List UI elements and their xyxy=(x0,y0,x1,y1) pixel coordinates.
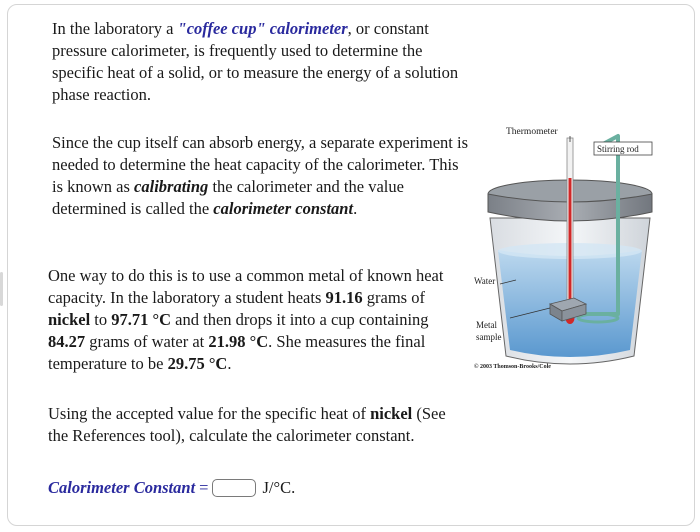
water-mass-value: 84.27 xyxy=(48,332,86,351)
text-segment: grams of xyxy=(362,288,425,307)
text-segment: Since the cup itself can absorb energy, a separate experiment is needed to determine the heat capacity of the calorimeter. This is known as xyxy=(52,133,469,196)
equals-sign: = xyxy=(199,478,209,497)
water-temperature-value: 21.98 °C xyxy=(208,332,269,351)
metal-temperature-value: 97.71 °C xyxy=(111,310,172,329)
text-segment: . xyxy=(227,354,232,373)
answer-unit: J/°C. xyxy=(262,478,296,497)
metal-mass-value: 91.16 xyxy=(325,288,363,307)
answer-label: Calorimeter Constant xyxy=(48,478,196,497)
calorimeter-illustration xyxy=(470,118,692,380)
experiment-paragraph xyxy=(48,265,468,375)
thermometer-mercury xyxy=(569,178,572,312)
term-calibrating: calibrating xyxy=(134,177,209,196)
text-segment: (See the References tool), calculate the calorimeter constant. xyxy=(48,404,446,445)
calorimeter-diagram xyxy=(470,118,692,380)
text-segment: the calorimeter and the value determined is called the xyxy=(52,177,404,218)
left-edge-marker xyxy=(0,272,3,306)
water-label: Water xyxy=(474,276,496,286)
metal-label-line2: sample xyxy=(476,332,502,342)
final-temperature-value: 29.75 °C xyxy=(167,354,228,373)
intro-paragraph xyxy=(52,18,472,106)
copyright-text: © 2003 Thomson-Brooks/Cole xyxy=(474,364,551,370)
calorimeter-constant-input[interactable] xyxy=(212,479,256,497)
instruction-paragraph xyxy=(48,403,468,447)
text-segment: . She measures the final temperature to be xyxy=(48,332,426,373)
text-segment: and then drops it into a cup containing xyxy=(171,310,429,329)
text-segment: . xyxy=(353,199,358,218)
text-segment: to xyxy=(90,310,112,329)
text-segment: Using the accepted value for the specific heat of xyxy=(48,404,371,423)
term-coffee-cup-calorimeter: "coffee cup" calorimeter xyxy=(177,19,348,38)
text-segment: One way to do this is to use a common metal of known heat capacity. In the laboratory a student heats xyxy=(48,266,444,307)
text-segment: grams of water at xyxy=(85,332,209,351)
stirring-rod-label: Stirring rod xyxy=(597,144,639,154)
metal-name: nickel xyxy=(48,310,91,329)
text-segment: In the laboratory a xyxy=(52,19,178,38)
answer-row xyxy=(48,478,295,498)
calibration-paragraph xyxy=(52,132,472,220)
thermometer-label: Thermometer xyxy=(506,127,558,137)
metal-name: nickel xyxy=(370,404,413,423)
metal-label-line1: Metal xyxy=(476,320,497,330)
term-calorimeter-constant: calorimeter constant xyxy=(213,199,354,218)
text-segment: , or constant pressure calorimeter, is frequently used to determine the specific heat of a solid, or to measure the energy of a solution phase reaction. xyxy=(52,19,459,104)
